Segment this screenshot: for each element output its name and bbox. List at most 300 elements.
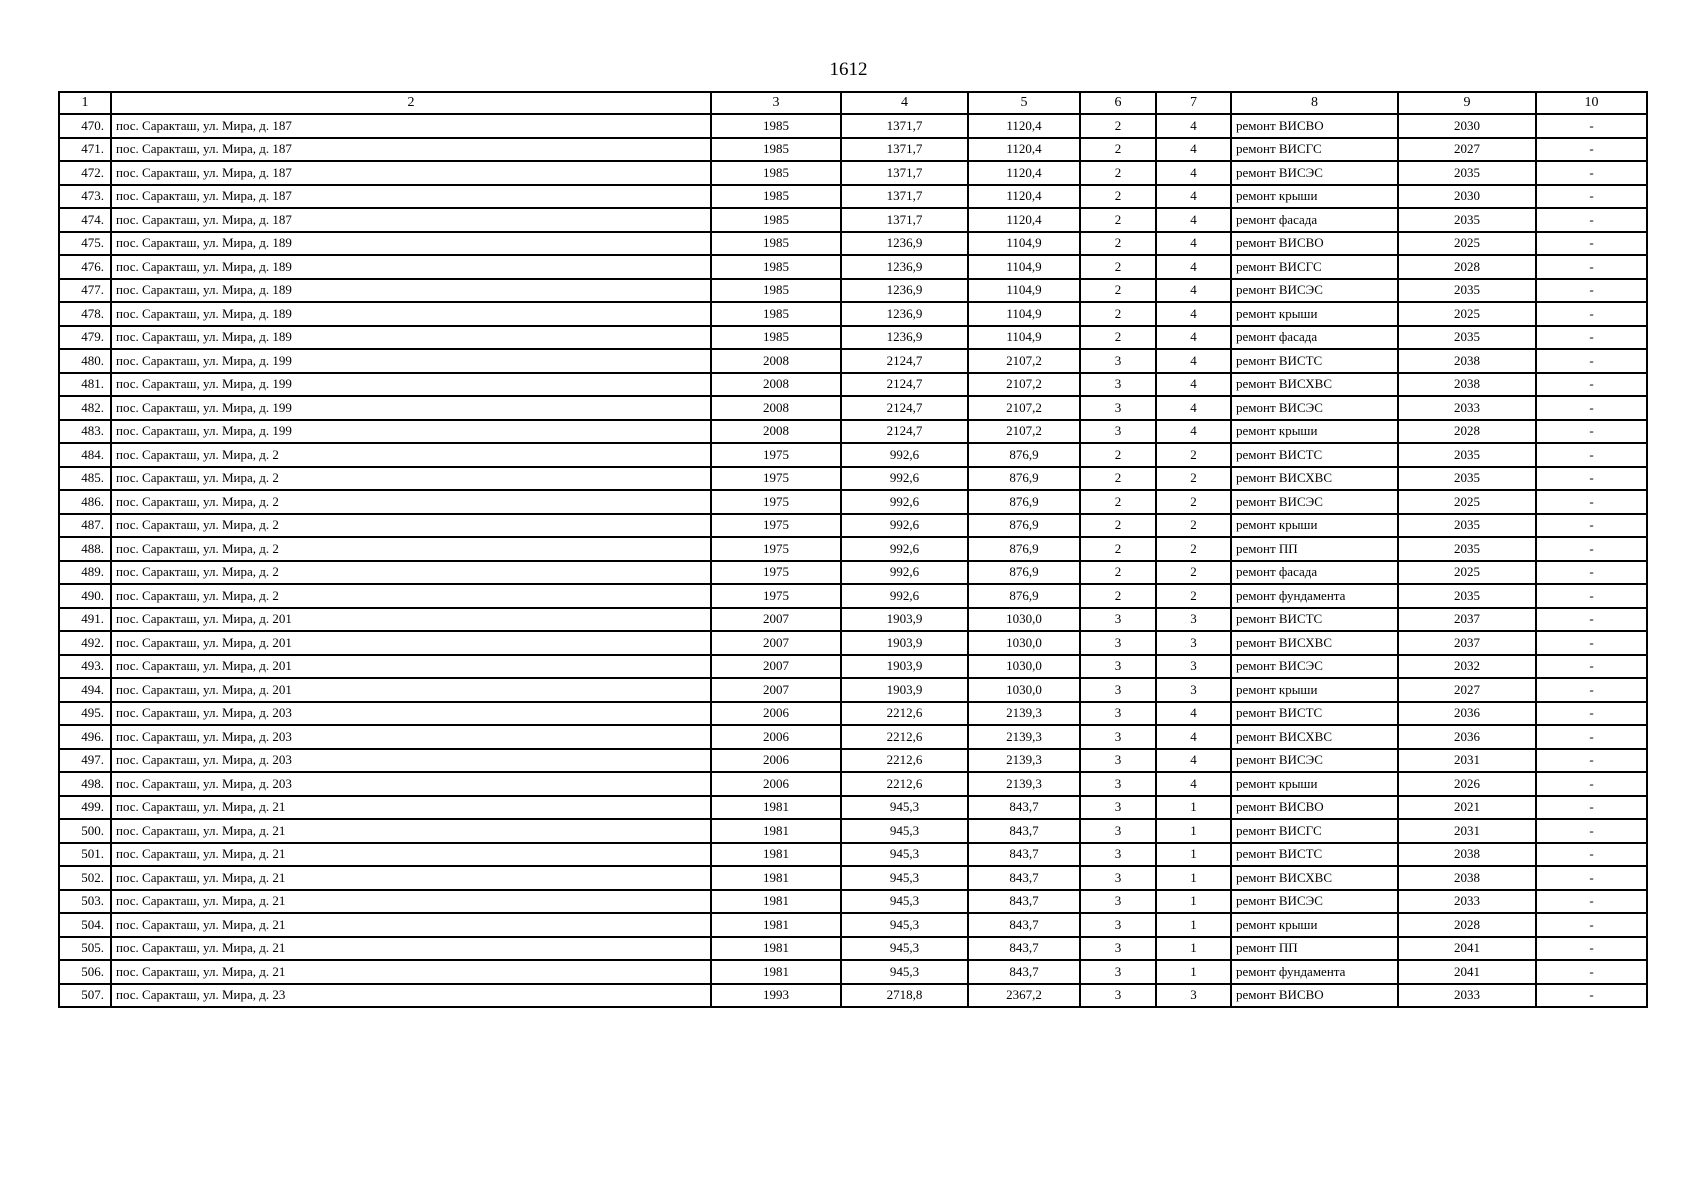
- cell-total-area: 992,6: [841, 537, 968, 561]
- cell-build-year: 1985: [711, 114, 841, 138]
- cell-build-year: 1981: [711, 819, 841, 843]
- cell-living-area: 876,9: [968, 514, 1080, 538]
- cell-floors: 3: [1080, 843, 1156, 867]
- cell-build-year: 1985: [711, 279, 841, 303]
- cell-note: -: [1536, 960, 1647, 984]
- cell-planned-year: 2038: [1398, 349, 1536, 373]
- cell-floors: 2: [1080, 302, 1156, 326]
- cell-floors: 3: [1080, 678, 1156, 702]
- cell-build-year: 1975: [711, 490, 841, 514]
- table-row: [59, 373, 1647, 397]
- cell-living-area: 1104,9: [968, 302, 1080, 326]
- table-row: [59, 772, 1647, 796]
- cell-address: пос. Саракташ, ул. Мира, д. 189: [111, 302, 711, 326]
- cell-note: -: [1536, 749, 1647, 773]
- table-row: [59, 161, 1647, 185]
- table-row: [59, 678, 1647, 702]
- cell-planned-year: 2028: [1398, 913, 1536, 937]
- cell-build-year: 1981: [711, 913, 841, 937]
- cell-build-year: 1975: [711, 537, 841, 561]
- table-row: [59, 561, 1647, 585]
- cell-row-number: 491.: [59, 608, 111, 632]
- cell-work-type: ремонт крыши: [1231, 185, 1398, 209]
- cell-entrances: 3: [1156, 678, 1231, 702]
- cell-living-area: 2139,3: [968, 749, 1080, 773]
- cell-planned-year: 2035: [1398, 537, 1536, 561]
- cell-total-area: 945,3: [841, 819, 968, 843]
- cell-entrances: 1: [1156, 819, 1231, 843]
- cell-entrances: 2: [1156, 537, 1231, 561]
- cell-address: пос. Саракташ, ул. Мира, д. 189: [111, 326, 711, 350]
- cell-build-year: 2007: [711, 655, 841, 679]
- cell-planned-year: 2025: [1398, 302, 1536, 326]
- cell-entrances: 4: [1156, 161, 1231, 185]
- cell-entrances: 3: [1156, 655, 1231, 679]
- cell-living-area: 876,9: [968, 537, 1080, 561]
- cell-total-area: 1903,9: [841, 678, 968, 702]
- cell-living-area: 2367,2: [968, 984, 1080, 1008]
- table-row: [59, 796, 1647, 820]
- cell-work-type: ремонт ВИСЭС: [1231, 749, 1398, 773]
- cell-floors: 2: [1080, 208, 1156, 232]
- table-row: [59, 984, 1647, 1008]
- cell-build-year: 1981: [711, 960, 841, 984]
- table-row: [59, 232, 1647, 256]
- table-row: [59, 749, 1647, 773]
- cell-build-year: 2006: [711, 702, 841, 726]
- cell-total-area: 945,3: [841, 796, 968, 820]
- cell-planned-year: 2025: [1398, 490, 1536, 514]
- cell-entrances: 4: [1156, 396, 1231, 420]
- cell-address: пос. Саракташ, ул. Мира, д. 2: [111, 490, 711, 514]
- cell-planned-year: 2025: [1398, 561, 1536, 585]
- cell-address: пос. Саракташ, ул. Мира, д. 201: [111, 678, 711, 702]
- cell-floors: 3: [1080, 631, 1156, 655]
- table-row: [59, 702, 1647, 726]
- cell-living-area: 843,7: [968, 890, 1080, 914]
- cell-row-number: 489.: [59, 561, 111, 585]
- cell-planned-year: 2021: [1398, 796, 1536, 820]
- cell-address: пос. Саракташ, ул. Мира, д. 187: [111, 185, 711, 209]
- cell-total-area: 2212,6: [841, 725, 968, 749]
- cell-floors: 2: [1080, 255, 1156, 279]
- cell-planned-year: 2026: [1398, 772, 1536, 796]
- cell-total-area: 2124,7: [841, 420, 968, 444]
- cell-work-type: ремонт ВИСХВС: [1231, 866, 1398, 890]
- cell-living-area: 843,7: [968, 866, 1080, 890]
- column-header: 8: [1231, 92, 1398, 114]
- cell-note: -: [1536, 913, 1647, 937]
- cell-planned-year: 2027: [1398, 138, 1536, 162]
- cell-living-area: 843,7: [968, 913, 1080, 937]
- cell-planned-year: 2033: [1398, 890, 1536, 914]
- cell-address: пос. Саракташ, ул. Мира, д. 199: [111, 349, 711, 373]
- cell-note: -: [1536, 819, 1647, 843]
- cell-total-area: 992,6: [841, 514, 968, 538]
- cell-row-number: 497.: [59, 749, 111, 773]
- table-row: [59, 819, 1647, 843]
- cell-note: -: [1536, 537, 1647, 561]
- cell-entrances: 4: [1156, 302, 1231, 326]
- cell-floors: 2: [1080, 467, 1156, 491]
- cell-total-area: 992,6: [841, 490, 968, 514]
- table-row: [59, 584, 1647, 608]
- cell-build-year: 2008: [711, 420, 841, 444]
- cell-entrances: 1: [1156, 796, 1231, 820]
- cell-floors: 2: [1080, 443, 1156, 467]
- cell-build-year: 2006: [711, 749, 841, 773]
- table-row: [59, 655, 1647, 679]
- cell-planned-year: 2038: [1398, 843, 1536, 867]
- cell-entrances: 4: [1156, 725, 1231, 749]
- cell-floors: 3: [1080, 655, 1156, 679]
- cell-planned-year: 2036: [1398, 725, 1536, 749]
- cell-entrances: 3: [1156, 631, 1231, 655]
- cell-work-type: ремонт ВИСГС: [1231, 138, 1398, 162]
- table-row: [59, 114, 1647, 138]
- cell-entrances: 4: [1156, 349, 1231, 373]
- cell-row-number: 474.: [59, 208, 111, 232]
- cell-planned-year: 2028: [1398, 255, 1536, 279]
- cell-work-type: ремонт ВИСВО: [1231, 114, 1398, 138]
- cell-address: пос. Саракташ, ул. Мира, д. 189: [111, 232, 711, 256]
- cell-total-area: 1371,7: [841, 138, 968, 162]
- cell-entrances: 4: [1156, 420, 1231, 444]
- cell-planned-year: 2035: [1398, 208, 1536, 232]
- cell-entrances: 2: [1156, 561, 1231, 585]
- cell-row-number: 473.: [59, 185, 111, 209]
- cell-build-year: 1985: [711, 185, 841, 209]
- cell-total-area: 1903,9: [841, 608, 968, 632]
- table-row: [59, 349, 1647, 373]
- table-row: [59, 467, 1647, 491]
- cell-address: пос. Саракташ, ул. Мира, д. 187: [111, 114, 711, 138]
- cell-build-year: 1975: [711, 561, 841, 585]
- cell-row-number: 475.: [59, 232, 111, 256]
- cell-floors: 2: [1080, 537, 1156, 561]
- cell-build-year: 1981: [711, 843, 841, 867]
- cell-row-number: 503.: [59, 890, 111, 914]
- cell-row-number: 485.: [59, 467, 111, 491]
- cell-address: пос. Саракташ, ул. Мира, д. 21: [111, 890, 711, 914]
- cell-build-year: 1975: [711, 443, 841, 467]
- cell-living-area: 1104,9: [968, 326, 1080, 350]
- table-row: [59, 960, 1647, 984]
- cell-planned-year: 2025: [1398, 232, 1536, 256]
- cell-note: -: [1536, 631, 1647, 655]
- table-row: [59, 631, 1647, 655]
- cell-total-area: 945,3: [841, 937, 968, 961]
- cell-living-area: 843,7: [968, 843, 1080, 867]
- cell-entrances: 4: [1156, 208, 1231, 232]
- cell-entrances: 4: [1156, 326, 1231, 350]
- cell-note: -: [1536, 984, 1647, 1008]
- cell-floors: 3: [1080, 349, 1156, 373]
- cell-floors: 2: [1080, 114, 1156, 138]
- cell-total-area: 945,3: [841, 866, 968, 890]
- cell-build-year: 1975: [711, 584, 841, 608]
- table-row: [59, 255, 1647, 279]
- cell-planned-year: 2032: [1398, 655, 1536, 679]
- cell-row-number: 479.: [59, 326, 111, 350]
- cell-row-number: 505.: [59, 937, 111, 961]
- cell-living-area: 2139,3: [968, 772, 1080, 796]
- cell-living-area: 1030,0: [968, 631, 1080, 655]
- cell-living-area: 1120,4: [968, 161, 1080, 185]
- cell-floors: 2: [1080, 514, 1156, 538]
- cell-floors: 3: [1080, 819, 1156, 843]
- cell-living-area: 2107,2: [968, 396, 1080, 420]
- cell-address: пос. Саракташ, ул. Мира, д. 203: [111, 702, 711, 726]
- cell-entrances: 4: [1156, 749, 1231, 773]
- cell-living-area: 843,7: [968, 819, 1080, 843]
- cell-address: пос. Саракташ, ул. Мира, д. 23: [111, 984, 711, 1008]
- cell-note: -: [1536, 420, 1647, 444]
- cell-row-number: 478.: [59, 302, 111, 326]
- cell-living-area: 1120,4: [968, 208, 1080, 232]
- cell-work-type: ремонт ВИСТС: [1231, 349, 1398, 373]
- cell-total-area: 992,6: [841, 561, 968, 585]
- cell-living-area: 876,9: [968, 561, 1080, 585]
- cell-total-area: 1903,9: [841, 631, 968, 655]
- cell-build-year: 1975: [711, 467, 841, 491]
- cell-entrances: 4: [1156, 279, 1231, 303]
- cell-row-number: 483.: [59, 420, 111, 444]
- cell-work-type: ремонт фундамента: [1231, 960, 1398, 984]
- cell-planned-year: 2038: [1398, 866, 1536, 890]
- cell-row-number: 507.: [59, 984, 111, 1008]
- cell-entrances: 1: [1156, 913, 1231, 937]
- cell-address: пос. Саракташ, ул. Мира, д. 21: [111, 960, 711, 984]
- table-row: [59, 514, 1647, 538]
- cell-floors: 2: [1080, 561, 1156, 585]
- cell-build-year: 2008: [711, 373, 841, 397]
- cell-address: пос. Саракташ, ул. Мира, д. 2: [111, 467, 711, 491]
- cell-build-year: 1985: [711, 302, 841, 326]
- cell-address: пос. Саракташ, ул. Мира, д. 189: [111, 279, 711, 303]
- cell-planned-year: 2030: [1398, 185, 1536, 209]
- table-row: [59, 326, 1647, 350]
- cell-note: -: [1536, 138, 1647, 162]
- table-row: [59, 725, 1647, 749]
- cell-entrances: 4: [1156, 138, 1231, 162]
- cell-address: пос. Саракташ, ул. Мира, д. 189: [111, 255, 711, 279]
- cell-work-type: ремонт ВИСВО: [1231, 984, 1398, 1008]
- repair-schedule-table: [58, 91, 1648, 1008]
- cell-living-area: 1120,4: [968, 114, 1080, 138]
- cell-total-area: 2124,7: [841, 349, 968, 373]
- cell-floors: 2: [1080, 584, 1156, 608]
- cell-build-year: 1985: [711, 208, 841, 232]
- cell-total-area: 2718,8: [841, 984, 968, 1008]
- cell-work-type: ремонт ВИСЭС: [1231, 279, 1398, 303]
- table-row: [59, 420, 1647, 444]
- cell-note: -: [1536, 208, 1647, 232]
- cell-row-number: 486.: [59, 490, 111, 514]
- cell-living-area: 2139,3: [968, 725, 1080, 749]
- cell-work-type: ремонт ВИСЭС: [1231, 890, 1398, 914]
- cell-note: -: [1536, 114, 1647, 138]
- cell-work-type: ремонт ВИСВО: [1231, 232, 1398, 256]
- cell-planned-year: 2028: [1398, 420, 1536, 444]
- cell-living-area: 1030,0: [968, 608, 1080, 632]
- cell-build-year: 2007: [711, 678, 841, 702]
- cell-entrances: 2: [1156, 514, 1231, 538]
- cell-row-number: 484.: [59, 443, 111, 467]
- cell-address: пос. Саракташ, ул. Мира, д. 2: [111, 537, 711, 561]
- cell-floors: 3: [1080, 772, 1156, 796]
- table-row: [59, 843, 1647, 867]
- cell-living-area: 1104,9: [968, 232, 1080, 256]
- cell-total-area: 1236,9: [841, 255, 968, 279]
- cell-work-type: ремонт ВИСХВС: [1231, 467, 1398, 491]
- cell-planned-year: 2035: [1398, 584, 1536, 608]
- cell-planned-year: 2031: [1398, 819, 1536, 843]
- cell-planned-year: 2035: [1398, 326, 1536, 350]
- cell-build-year: 2007: [711, 631, 841, 655]
- table-row: [59, 490, 1647, 514]
- cell-work-type: ремонт ВИСТС: [1231, 843, 1398, 867]
- cell-living-area: 2139,3: [968, 702, 1080, 726]
- cell-floors: 3: [1080, 396, 1156, 420]
- cell-note: -: [1536, 866, 1647, 890]
- cell-entrances: 1: [1156, 890, 1231, 914]
- cell-floors: 2: [1080, 185, 1156, 209]
- cell-build-year: 1985: [711, 255, 841, 279]
- cell-total-area: 945,3: [841, 913, 968, 937]
- cell-build-year: 2006: [711, 725, 841, 749]
- cell-total-area: 945,3: [841, 843, 968, 867]
- cell-work-type: ремонт ВИСГС: [1231, 819, 1398, 843]
- cell-work-type: ремонт ВИСТС: [1231, 702, 1398, 726]
- cell-entrances: 2: [1156, 467, 1231, 491]
- cell-work-type: ремонт крыши: [1231, 514, 1398, 538]
- cell-total-area: 1236,9: [841, 326, 968, 350]
- cell-note: -: [1536, 678, 1647, 702]
- cell-build-year: 1981: [711, 890, 841, 914]
- cell-note: -: [1536, 561, 1647, 585]
- cell-address: пос. Саракташ, ул. Мира, д. 21: [111, 819, 711, 843]
- cell-total-area: 2212,6: [841, 772, 968, 796]
- cell-planned-year: 2035: [1398, 279, 1536, 303]
- cell-living-area: 876,9: [968, 490, 1080, 514]
- table-row: [59, 138, 1647, 162]
- cell-planned-year: 2037: [1398, 631, 1536, 655]
- cell-row-number: 494.: [59, 678, 111, 702]
- column-header: 5: [968, 92, 1080, 114]
- cell-planned-year: 2031: [1398, 749, 1536, 773]
- table-row: [59, 279, 1647, 303]
- column-header: 9: [1398, 92, 1536, 114]
- column-header: 3: [711, 92, 841, 114]
- cell-floors: 3: [1080, 420, 1156, 444]
- cell-entrances: 4: [1156, 232, 1231, 256]
- cell-build-year: 1993: [711, 984, 841, 1008]
- cell-living-area: 876,9: [968, 443, 1080, 467]
- cell-entrances: 4: [1156, 373, 1231, 397]
- cell-entrances: 2: [1156, 443, 1231, 467]
- cell-floors: 3: [1080, 866, 1156, 890]
- cell-note: -: [1536, 279, 1647, 303]
- cell-build-year: 1981: [711, 866, 841, 890]
- cell-planned-year: 2041: [1398, 960, 1536, 984]
- cell-row-number: 482.: [59, 396, 111, 420]
- cell-row-number: 492.: [59, 631, 111, 655]
- cell-address: пос. Саракташ, ул. Мира, д. 199: [111, 373, 711, 397]
- cell-build-year: 1985: [711, 138, 841, 162]
- cell-note: -: [1536, 608, 1647, 632]
- cell-build-year: 1975: [711, 514, 841, 538]
- cell-address: пос. Саракташ, ул. Мира, д. 201: [111, 631, 711, 655]
- cell-planned-year: 2027: [1398, 678, 1536, 702]
- cell-work-type: ремонт крыши: [1231, 772, 1398, 796]
- cell-total-area: 2212,6: [841, 749, 968, 773]
- cell-total-area: 1371,7: [841, 185, 968, 209]
- cell-note: -: [1536, 725, 1647, 749]
- cell-work-type: ремонт ВИСТС: [1231, 608, 1398, 632]
- cell-work-type: ремонт фасада: [1231, 326, 1398, 350]
- cell-living-area: 1030,0: [968, 678, 1080, 702]
- column-header: 2: [111, 92, 711, 114]
- cell-work-type: ремонт ВИСЭС: [1231, 161, 1398, 185]
- cell-build-year: 1981: [711, 796, 841, 820]
- table-row: [59, 866, 1647, 890]
- cell-address: пос. Саракташ, ул. Мира, д. 21: [111, 913, 711, 937]
- cell-address: пос. Саракташ, ул. Мира, д. 203: [111, 725, 711, 749]
- cell-note: -: [1536, 772, 1647, 796]
- cell-living-area: 1120,4: [968, 185, 1080, 209]
- cell-note: -: [1536, 373, 1647, 397]
- cell-build-year: 1981: [711, 937, 841, 961]
- cell-floors: 3: [1080, 749, 1156, 773]
- cell-build-year: 2006: [711, 772, 841, 796]
- column-header: 1: [59, 92, 111, 114]
- cell-living-area: 2107,2: [968, 420, 1080, 444]
- cell-row-number: 488.: [59, 537, 111, 561]
- cell-note: -: [1536, 467, 1647, 491]
- cell-row-number: 470.: [59, 114, 111, 138]
- cell-work-type: ремонт ВИСХВС: [1231, 373, 1398, 397]
- table-row: [59, 537, 1647, 561]
- cell-total-area: 992,6: [841, 467, 968, 491]
- cell-entrances: 4: [1156, 114, 1231, 138]
- cell-row-number: 471.: [59, 138, 111, 162]
- cell-note: -: [1536, 584, 1647, 608]
- cell-note: -: [1536, 185, 1647, 209]
- cell-total-area: 1903,9: [841, 655, 968, 679]
- cell-work-type: ремонт ВИСТС: [1231, 443, 1398, 467]
- cell-address: пос. Саракташ, ул. Мира, д. 203: [111, 749, 711, 773]
- cell-row-number: 493.: [59, 655, 111, 679]
- cell-build-year: 2008: [711, 396, 841, 420]
- cell-note: -: [1536, 255, 1647, 279]
- cell-floors: 3: [1080, 725, 1156, 749]
- cell-work-type: ремонт ВИСЭС: [1231, 396, 1398, 420]
- cell-address: пос. Саракташ, ул. Мира, д. 21: [111, 843, 711, 867]
- cell-total-area: 2212,6: [841, 702, 968, 726]
- cell-work-type: ремонт ПП: [1231, 937, 1398, 961]
- cell-entrances: 4: [1156, 255, 1231, 279]
- cell-note: -: [1536, 843, 1647, 867]
- table-row: [59, 396, 1647, 420]
- cell-row-number: 499.: [59, 796, 111, 820]
- table-row: [59, 913, 1647, 937]
- cell-floors: 3: [1080, 890, 1156, 914]
- cell-work-type: ремонт крыши: [1231, 420, 1398, 444]
- cell-entrances: 1: [1156, 866, 1231, 890]
- column-header: 4: [841, 92, 968, 114]
- cell-row-number: 496.: [59, 725, 111, 749]
